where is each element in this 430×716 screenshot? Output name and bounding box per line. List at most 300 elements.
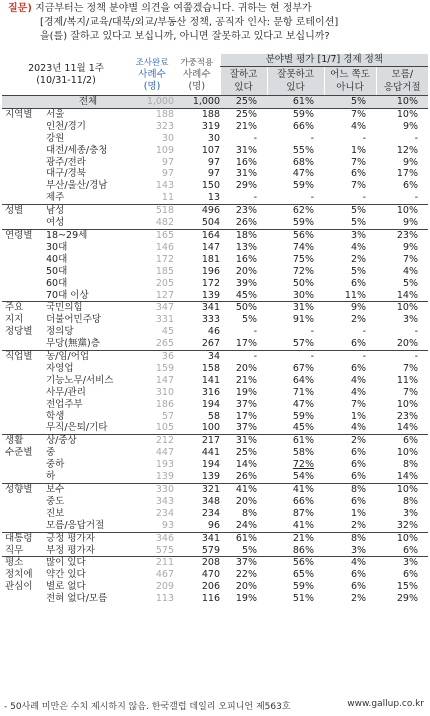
eval-value: 10% (376, 205, 428, 217)
table-row (2, 302, 428, 314)
weighted-count: 150 (201, 180, 221, 192)
eval-header: 분야별 평가 [1/7] 경제 정책 (220, 54, 428, 67)
eval-value: 61% (267, 96, 324, 109)
sample-count: 575 (155, 544, 175, 556)
weighted-count: 234 (201, 507, 221, 519)
table-row (2, 326, 428, 338)
row-label: 중도 (46, 495, 65, 507)
eval-value: 6% (350, 471, 367, 483)
eval-value: 6% (402, 569, 419, 581)
row-label: 60대 (46, 277, 68, 289)
eval-value: 9% (402, 120, 419, 132)
eval-value: 8% (402, 495, 419, 507)
sample-count: 330 (130, 484, 174, 496)
sample-count: 205 (155, 277, 175, 289)
eval-value: 4% (350, 241, 367, 253)
sample-count: 518 (130, 205, 174, 217)
eval-value: - (362, 192, 367, 204)
eval-value: 31% (220, 435, 267, 447)
question-label: 질문) (8, 3, 32, 14)
weighted-count: 217 (174, 435, 220, 447)
eval-value: 59% (292, 410, 315, 422)
sample-count: 159 (155, 362, 175, 374)
weighted-count: 147 (201, 241, 221, 253)
weighted-count: 196 (201, 265, 221, 277)
row-label: 기능노무/서비스 (46, 374, 114, 386)
eval-value: 3% (324, 229, 376, 241)
eval-value: 8% (324, 484, 376, 496)
eval-value: 10% (376, 302, 428, 314)
eval-value: 23% (396, 410, 419, 422)
group-label: 지역별 (2, 108, 44, 120)
eval-value: 2% (350, 519, 367, 531)
sample-count: 127 (155, 289, 175, 301)
eval-value: 6% (350, 338, 367, 350)
eval-value: 41% (292, 519, 315, 531)
eval-value: 31% (267, 302, 324, 314)
eval-value: 10% (376, 108, 428, 120)
eval-value: 19% (235, 593, 258, 605)
weighted-count: 470 (201, 569, 221, 581)
weighted-count: 158 (201, 362, 221, 374)
eval-value: 3% (402, 314, 419, 326)
row-label: 40대 (46, 253, 68, 265)
eval-value: 9% (402, 241, 419, 253)
weighted-count: 341 (174, 532, 220, 544)
question-line-2: [경제/복지/교육/대북/외교/부동산 정책, 공직자 인사: 문항 로테이션] (40, 17, 339, 28)
crosstab-table (2, 54, 428, 605)
weighted-count: 172 (201, 277, 221, 289)
eval-value: 10% (376, 484, 428, 496)
weighted-count: 267 (201, 338, 221, 350)
eval-value: 41% (267, 484, 324, 496)
weighted-count: 97 (207, 156, 221, 168)
eval-value: 62% (267, 205, 324, 217)
eval-value: 21% (267, 532, 324, 544)
sample-count: 45 (161, 326, 175, 338)
eval-value: 57% (292, 338, 315, 350)
eval-value: 32% (396, 519, 419, 531)
row-label: 부산/울산/경남 (46, 180, 108, 192)
question-text-1: 지금부터는 정책 분야별 의견을 여쭙겠습니다. 귀하는 현 정부가 (35, 3, 312, 14)
row-label: 상/중상 (44, 435, 130, 447)
table-row (2, 254, 428, 266)
sample-count: 165 (130, 229, 174, 241)
weighted-count: 341 (174, 302, 220, 314)
eval-value: 3% (376, 557, 428, 569)
count-header-unit: (명) (143, 80, 161, 92)
table-row (2, 387, 428, 399)
sample-count: 97 (161, 156, 175, 168)
weighted-count: 30 (207, 132, 221, 144)
eval-value: - (362, 326, 367, 338)
sample-count: 105 (155, 422, 175, 434)
eval-value: 61% (220, 532, 267, 544)
eval-value: 29% (396, 593, 419, 605)
group-label: 주요 (2, 302, 44, 314)
footer-site: www.gallup.co.kr (347, 699, 424, 709)
eval-value: 25% (235, 447, 258, 459)
eval-value: 4% (324, 557, 376, 569)
eval-value: 87% (292, 507, 315, 519)
group-label: 성별 (2, 205, 44, 217)
table-row (2, 205, 428, 217)
table-row (2, 484, 428, 496)
weighted-count: 496 (174, 205, 220, 217)
weighted-count: 1,000 (174, 96, 220, 109)
sample-count: 139 (155, 471, 175, 483)
weighted-count: 107 (201, 144, 221, 156)
table-row (2, 145, 428, 157)
eval-value: 1% (350, 144, 367, 156)
eval-value: 12% (396, 144, 419, 156)
sample-count: 113 (155, 593, 175, 605)
sample-count: 57 (161, 410, 175, 422)
eval-value: 9% (324, 302, 376, 314)
eval-value: 2% (350, 314, 367, 326)
sample-count: 447 (155, 447, 175, 459)
weighted-count: 58 (207, 410, 221, 422)
row-label: 긍정 평가자 (44, 532, 130, 544)
group-label (2, 157, 44, 169)
table-row (2, 532, 428, 544)
group-label (2, 471, 44, 483)
sample-count: 310 (155, 386, 175, 398)
sample-count: 482 (155, 217, 175, 229)
table-row (2, 557, 428, 569)
row-label: 별로 없다 (46, 581, 86, 593)
eval-col-header: 잘못하고 있다 (267, 67, 324, 96)
table-row (2, 192, 428, 204)
eval-value: - (253, 326, 258, 338)
eval-value: 6% (376, 435, 428, 447)
row-label: 약간 있다 (46, 569, 86, 581)
eval-value: 4% (350, 422, 367, 434)
group-label (2, 133, 44, 145)
weighted-count: 441 (201, 447, 221, 459)
group-label: 대통령 (2, 532, 44, 544)
eval-value: 7% (324, 108, 376, 120)
weighted-count: 164 (174, 229, 220, 241)
weighted-count: 100 (201, 422, 221, 434)
eval-value: 21% (235, 120, 258, 132)
eval-value: 2% (350, 253, 367, 265)
table-row (2, 278, 428, 290)
weighted-count: 188 (174, 108, 220, 120)
eval-value: 18% (220, 229, 267, 241)
eval-value: 20% (235, 581, 258, 593)
table-row (2, 229, 428, 241)
table-row (2, 569, 428, 581)
eval-value: 10% (396, 447, 419, 459)
group-label (2, 278, 44, 290)
row-label: 모름/응답거절 (46, 519, 105, 531)
table-row (2, 593, 428, 605)
eval-value: - (324, 351, 376, 363)
group-label (2, 266, 44, 278)
eval-value: 2% (350, 593, 367, 605)
row-label: 여성 (46, 217, 65, 229)
eval-value: 7% (402, 362, 419, 374)
group-label: 정당별 (5, 326, 33, 338)
eval-value: 6% (402, 544, 419, 556)
eval-value: 31% (235, 144, 258, 156)
eval-value: 4% (350, 386, 367, 398)
row-label: 부정 평가자 (46, 544, 95, 556)
eval-value: 23% (220, 205, 267, 217)
period-title: 2023년 11월 1주 (28, 62, 104, 74)
eval-col-header: 잘하고 있다 (220, 67, 267, 96)
sample-count: 1,000 (130, 96, 174, 109)
eval-value: 37% (235, 422, 258, 434)
eval-value: 75% (292, 253, 315, 265)
row-label: 서울 (44, 108, 130, 120)
group-label (2, 363, 44, 375)
eval-value: 20% (235, 362, 258, 374)
eval-value: 45% (235, 289, 258, 301)
table-row (2, 180, 428, 192)
row-label: 하 (46, 471, 56, 483)
eval-value: 8% (324, 532, 376, 544)
group-label (2, 121, 44, 133)
table-row (2, 314, 428, 326)
group-label: 직무 (5, 544, 24, 556)
eval-value: 50% (220, 302, 267, 314)
eval-value: 6% (350, 569, 367, 581)
row-label: 대구/경북 (46, 168, 86, 180)
row-label: 제주 (46, 192, 65, 204)
weight-header-title: 가중적용 (180, 57, 214, 68)
row-label: 더불어민주당 (46, 314, 102, 326)
table-row (2, 157, 428, 169)
eval-value: 37% (235, 398, 258, 410)
eval-value: 4% (350, 120, 367, 132)
table-row (2, 108, 428, 120)
sample-count: 30 (161, 132, 175, 144)
table-row (2, 422, 428, 434)
eval-value: 68% (292, 156, 315, 168)
eval-value: - (310, 192, 315, 204)
group-label (2, 496, 44, 508)
table-row (2, 338, 428, 350)
eval-value: 67% (292, 362, 315, 374)
eval-value: - (414, 192, 419, 204)
weighted-count: 46 (207, 326, 221, 338)
table-row (2, 133, 428, 145)
eval-value: 5% (324, 205, 376, 217)
question-line-1 (8, 2, 312, 15)
weighted-count: 208 (174, 557, 220, 569)
row-label: 자영업 (46, 362, 74, 374)
row-label: 강원 (46, 132, 65, 144)
eval-value: 72% (292, 459, 315, 471)
weighted-count: 116 (201, 593, 221, 605)
weight-header (174, 54, 220, 96)
eval-value: 6% (350, 447, 367, 459)
eval-value: 6% (350, 495, 367, 507)
eval-value: 29% (235, 180, 258, 192)
eval-col-header: 어느 쪽도 아니다 (324, 67, 376, 96)
table-row (2, 581, 428, 593)
eval-value: 25% (220, 96, 267, 109)
eval-value: 55% (292, 144, 315, 156)
eval-value: 7% (402, 253, 419, 265)
row-label: 남성 (44, 205, 130, 217)
row-label: 중하 (46, 459, 65, 471)
sample-count: 36 (130, 351, 174, 363)
group-label: 관심이 (5, 581, 33, 593)
eval-value: - (376, 351, 428, 363)
eval-value: - (414, 326, 419, 338)
table-row (2, 411, 428, 423)
eval-value: 10% (396, 398, 419, 410)
row-label: 국민의힘 (44, 302, 130, 314)
eval-value: 54% (292, 471, 315, 483)
table-row (2, 363, 428, 375)
row-label: 30대 (46, 241, 68, 253)
eval-value: 14% (396, 422, 419, 434)
table-row (2, 471, 428, 483)
group-label (2, 520, 44, 532)
eval-value: 66% (292, 120, 315, 132)
weighted-count: 13 (207, 192, 221, 204)
group-label: 직업별 (2, 351, 44, 363)
sample-count: 346 (130, 532, 174, 544)
eval-value: 45% (292, 422, 315, 434)
group-label: 정치에 (5, 569, 33, 581)
eval-value: 6% (350, 362, 367, 374)
sample-count: 11 (161, 192, 175, 204)
eval-value: 14% (396, 471, 419, 483)
row-label: 많이 있다 (44, 557, 130, 569)
eval-value: 7% (350, 156, 367, 168)
eval-value: 22% (235, 569, 258, 581)
eval-value: 5% (241, 314, 258, 326)
eval-value: 9% (402, 217, 419, 229)
row-label: 전체 (44, 96, 130, 109)
sample-count: 146 (155, 241, 175, 253)
eval-col-header: 모름/ 응답거절 (376, 67, 428, 96)
eval-value: 56% (267, 557, 324, 569)
eval-value: 91% (292, 314, 315, 326)
eval-value: 37% (220, 557, 267, 569)
eval-value: 3% (350, 544, 367, 556)
eval-value: 59% (292, 180, 315, 192)
eval-value: 61% (267, 435, 324, 447)
period-header (2, 54, 130, 96)
eval-value: 47% (292, 398, 315, 410)
group-label (2, 192, 44, 204)
table-row (2, 435, 428, 447)
sample-count: 211 (130, 557, 174, 569)
eval-value: 26% (235, 471, 258, 483)
eval-value: - (253, 192, 258, 204)
sample-count: 147 (155, 374, 175, 386)
eval-value: 14% (396, 289, 419, 301)
eval-value: 20% (396, 338, 419, 350)
weighted-count: 141 (201, 374, 221, 386)
eval-value: 20% (235, 495, 258, 507)
weighted-count: 504 (201, 217, 221, 229)
group-label: 생활 (2, 435, 44, 447)
row-label: 농/임/어업 (44, 351, 130, 363)
group-label (2, 459, 44, 471)
row-label: 중 (46, 447, 56, 459)
eval-value: 8% (402, 459, 419, 471)
sample-count: 97 (161, 168, 175, 180)
table-row (2, 375, 428, 387)
eval-value: 2% (324, 435, 376, 447)
sample-count: 467 (155, 569, 175, 581)
eval-value: 10% (376, 532, 428, 544)
eval-value: 6% (402, 180, 419, 192)
row-label: 전업주부 (46, 398, 83, 410)
eval-value: 23% (376, 229, 428, 241)
eval-value: - (267, 351, 324, 363)
eval-value: 7% (402, 386, 419, 398)
sample-count: 186 (155, 398, 175, 410)
table-row (2, 508, 428, 520)
group-label (2, 399, 44, 411)
eval-value: 14% (235, 459, 258, 471)
table-row (2, 266, 428, 278)
eval-value: 11% (396, 374, 419, 386)
eval-value: 7% (350, 180, 367, 192)
weighted-count: 579 (201, 544, 221, 556)
eval-value: - (362, 132, 367, 144)
row-label: 인천/경기 (46, 120, 86, 132)
group-label (2, 168, 44, 180)
row-label: 광주/전라 (46, 156, 86, 168)
table-row (2, 520, 428, 532)
eval-value: 50% (292, 277, 315, 289)
group-label (2, 145, 44, 157)
eval-value: 26% (235, 217, 258, 229)
sample-count: 323 (155, 120, 175, 132)
count-header-title: 조사완료 (135, 57, 169, 68)
eval-value: 15% (396, 581, 419, 593)
sample-count: 343 (155, 495, 175, 507)
weighted-count: 206 (201, 581, 221, 593)
eval-value: 5% (350, 265, 367, 277)
eval-value: 1% (350, 410, 367, 422)
count-header (130, 54, 174, 96)
sample-count: 209 (155, 581, 175, 593)
eval-value: 16% (235, 156, 258, 168)
table-row (2, 290, 428, 302)
weighted-count: 319 (201, 120, 221, 132)
weighted-count: 96 (207, 519, 221, 531)
group-label (2, 180, 44, 192)
group-label: 성향별 (2, 484, 44, 496)
eval-value: - (220, 351, 267, 363)
eval-value: 24% (235, 519, 258, 531)
group-label (2, 217, 44, 229)
weighted-count: 333 (201, 314, 221, 326)
row-label: 학생 (46, 410, 65, 422)
eval-value: - (253, 132, 258, 144)
group-label (2, 96, 44, 109)
eval-value: 19% (235, 386, 258, 398)
row-label: 70대 이상 (46, 289, 89, 301)
eval-value: 5% (402, 277, 419, 289)
table-row (2, 447, 428, 459)
eval-value: 59% (292, 217, 315, 229)
group-label (2, 593, 44, 605)
eval-value: 1% (350, 507, 367, 519)
sample-count: 347 (130, 302, 174, 314)
eval-value: 6% (350, 168, 367, 180)
